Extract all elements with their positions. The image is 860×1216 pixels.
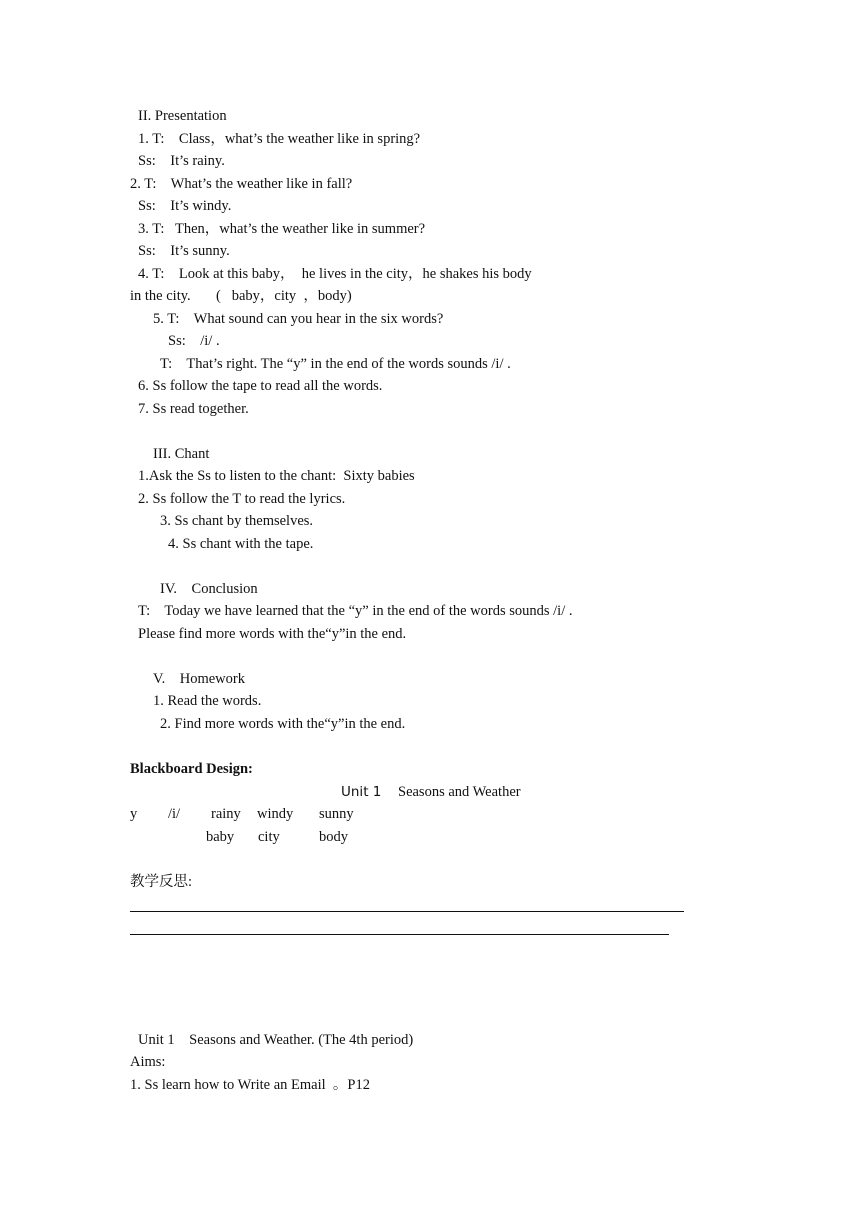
section-heading-chant: III. Chant — [153, 446, 210, 462]
reflection-rule — [130, 934, 669, 935]
presentation-line: 1. T: Class，what’s the weather like in spring? — [138, 131, 421, 147]
presentation-line: T: That’s right. The “y” in the end of the words sounds /i/ . — [160, 356, 511, 372]
presentation-line: Ss: It’s windy. — [138, 198, 232, 214]
chant-line: 2. Ss follow the T to read the lyrics. — [138, 491, 346, 507]
aim-item: 1. Ss learn how to Write an Email 。P12 — [130, 1077, 370, 1093]
blackboard-letter: y — [130, 806, 138, 822]
blackboard-word: rainy — [211, 806, 241, 822]
section-heading-homework: V. Homework — [153, 671, 245, 687]
conclusion-line: T: Today we have learned that the “y” in the end of the words sounds /i/ . — [138, 603, 573, 619]
presentation-line: Ss: It’s rainy. — [138, 153, 225, 169]
blackboard-word: sunny — [319, 806, 354, 822]
next-period-title: Unit 1 Seasons and Weather. (The 4th period) — [138, 1032, 414, 1048]
presentation-line: 4. T: Look at this baby， he lives in the city，he shakes his body — [138, 266, 532, 282]
homework-line: 2. Find more words with the“y”in the end. — [160, 716, 406, 732]
presentation-line: in the city. ( baby，city ，body) — [130, 288, 352, 304]
chant-line: 1.Ask the Ss to listen to the chant: Sixty babies — [138, 468, 415, 484]
homework-line: 1. Read the words. — [153, 693, 262, 709]
presentation-line: 7. Ss read together. — [138, 401, 249, 417]
section-heading-conclusion: IV. Conclusion — [160, 581, 258, 597]
aims-label: Aims: — [130, 1054, 166, 1070]
reflection-rule — [130, 911, 684, 912]
blackboard-word: body — [319, 829, 348, 845]
conclusion-line: Please find more words with the“y”in the end. — [138, 626, 407, 642]
chant-line: 4. Ss chant with the tape. — [168, 536, 314, 552]
blackboard-unit: Unit 1 — [341, 784, 382, 800]
presentation-line: 6. Ss follow the tape to read all the words. — [138, 378, 383, 394]
blackboard-heading: Blackboard Design: — [130, 761, 253, 777]
presentation-line: 2. T: What’s the weather like in fall? — [130, 176, 353, 192]
blackboard-sound: /i/ — [168, 806, 181, 822]
presentation-line: Ss: /i/ . — [168, 333, 220, 349]
reflection-label: 教学反思: — [130, 874, 193, 890]
presentation-line: Ss: It’s sunny. — [138, 243, 230, 259]
blackboard-title: Seasons and Weather — [398, 784, 521, 800]
presentation-line: 5. T: What sound can you hear in the six words? — [153, 311, 444, 327]
presentation-line: 3. T: Then，what’s the weather like in summer? — [138, 221, 426, 237]
blackboard-word: city — [258, 829, 280, 845]
blackboard-word: windy — [257, 806, 294, 822]
blackboard-word: baby — [206, 829, 235, 845]
section-heading-presentation: II. Presentation — [138, 108, 227, 124]
chant-line: 3. Ss chant by themselves. — [160, 513, 314, 529]
